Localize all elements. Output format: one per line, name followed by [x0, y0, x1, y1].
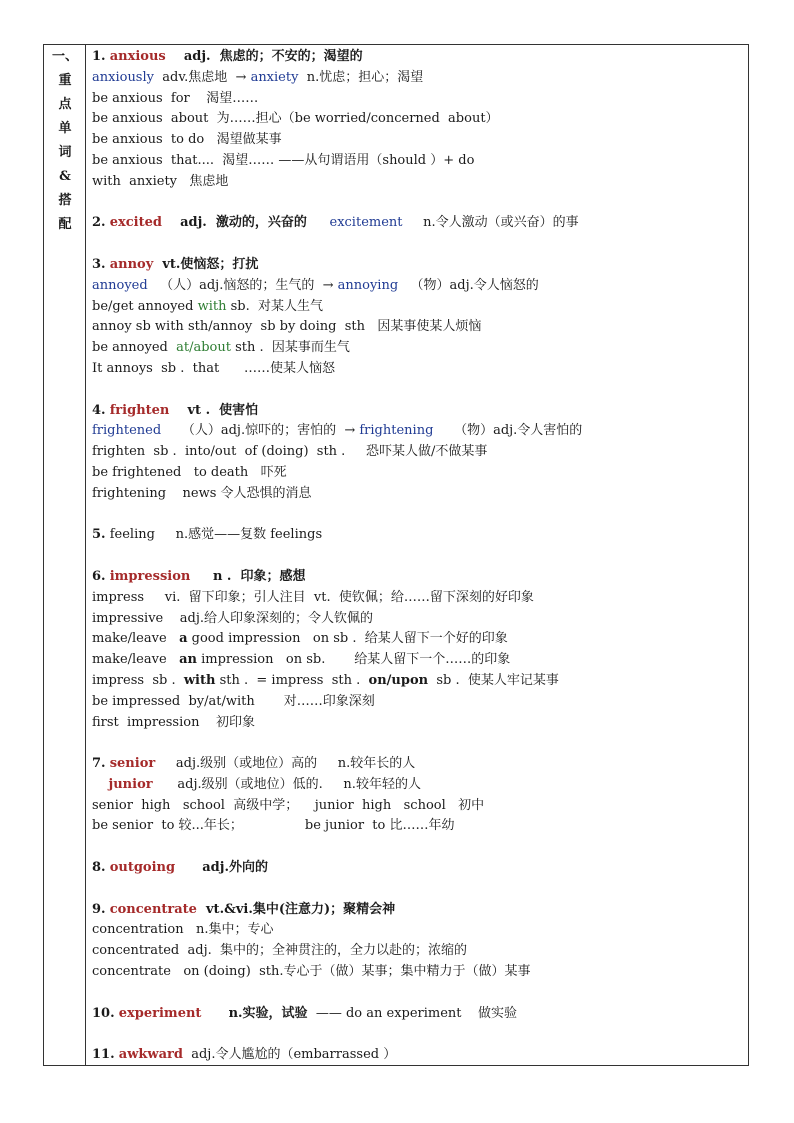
entry-header: 6. impression n . 印象；感想 [92, 568, 306, 584]
entry-line: senior high school 高级中学； junior high school 初中 [92, 797, 485, 813]
headword: excited [109, 215, 162, 231]
section-heading-char: 点 [58, 97, 72, 112]
headword: outgoing [109, 860, 176, 876]
entry-line: with anxiety 焦虑地 [92, 173, 229, 189]
headword: annoy [109, 256, 154, 272]
headword: junior [108, 776, 153, 792]
entry-line: first impression 初印象 [92, 714, 255, 730]
entry-header: 2. excited adj. 激动的，兴奋的 excitement n.令人激动（或兴奋）的事 [92, 215, 579, 231]
headword: frighten [109, 402, 170, 418]
headword: feeling [109, 527, 155, 543]
vocab-table [43, 44, 749, 1066]
entry-line: concentrate on (doing) sth.专心于（做）某事；集中精力于（做）某事 [92, 964, 531, 980]
entry-line: be anxious for 渴望…… [92, 90, 259, 106]
entry-header: 7. senior adj.级别（或地位）高的 n.较年长的人 [92, 756, 416, 772]
section-heading-char: 重 [58, 73, 72, 88]
entry-line: be frightened to death 吓死 [92, 464, 287, 480]
entry-line: concentration n.集中；专心 [92, 922, 274, 938]
entry-line: impress vi. 留下印象；引人注目 vt. 使钦佩；给……留下深刻的好印象 [92, 589, 534, 605]
section-heading-column [44, 45, 86, 1065]
section-heading-char: 一、 [51, 49, 78, 64]
entry-line: be anxious that.... 渴望…… ——从句谓语用（should ）+ do [92, 152, 475, 168]
headword: awkward [118, 1047, 183, 1063]
entry-header: 11. awkward adj.令人尴尬的（embarrassed ） [92, 1047, 397, 1063]
section-heading-char: 配 [58, 217, 72, 232]
entry-line: be annoyed at/about sth . 因某事而生气 [92, 340, 350, 356]
entry-line: frighten sb . into/out of (doing) sth . 恐吓某人做/不做某事 [92, 444, 488, 460]
entry-header: 1. anxious adj. 焦虑的；不安的；渴望的 [92, 49, 363, 64]
entry-line: be anxious to do 渴望做某事 [92, 132, 282, 148]
entry-line: be impressed by/at/with 对……印象深刻 [92, 693, 375, 709]
headword: anxious [109, 49, 166, 64]
entry-line: impressive adj.给人印象深刻的；令人钦佩的 [92, 610, 374, 626]
entry-line: make/leave a good impression on sb . 给某人留下一个好的印象 [92, 631, 508, 647]
entry-header: 9. concentrate vt.&vi.集中(注意力)；聚精会神 [92, 901, 396, 917]
entry-line: make/leave an impression on sb. 给某人留下一个……的印象 [92, 652, 511, 668]
headword: senior [109, 756, 156, 772]
entry-line: concentrated adj. 集中的；全神贯注的，全力以赴的；浓缩的 [92, 943, 468, 959]
entry-line: be/get annoyed with sb. 对某人生气 [92, 298, 324, 314]
section-heading-char: & [59, 169, 71, 184]
section-heading-char: 词 [58, 145, 72, 160]
headword: impression [109, 568, 191, 584]
entry-header: 5. feeling n.感觉——复数 feelings [92, 527, 323, 543]
entry-line: anxiously adv.焦虑地 → anxiety n.忧虑；担心；渴望 [92, 69, 424, 85]
entry-line: junior adj.级别（或地位）低的. n.较年轻的人 [108, 776, 421, 792]
entry-line: be anxious about 为……担心（be worried/concerned about） [92, 111, 499, 127]
entry-line: It annoys sb . that ……使某人恼怒 [92, 360, 335, 376]
entry-line: annoyed （人）adj.恼怒的；生气的 → annoying （物）adj.令人恼怒的 [92, 277, 539, 293]
section-heading-char: 单 [58, 121, 72, 136]
entry-header: 8. outgoing adj.外向的 [92, 860, 268, 876]
entry-line: frightened （人）adj.惊吓的；害怕的 → frightening （物）adj.令人害怕的 [92, 423, 583, 439]
vocab-content [92, 47, 742, 1066]
entry-line: annoy sb with sth/annoy sb by doing sth 因某事使某人烦恼 [92, 319, 482, 335]
entry-header: 3. annoy vt.使恼怒；打扰 [92, 256, 259, 272]
entry-line: impress sb . with sth . = impress sth . on/upon sb . 使某人牢记某事 [92, 672, 559, 688]
headword: experiment [118, 1005, 202, 1021]
entry-header: 4. frighten vt . 使害怕 [92, 402, 259, 418]
entry-line: be senior to 较...年长； be junior to 比……年幼 [92, 818, 455, 834]
headword: concentrate [109, 901, 197, 917]
section-heading-char: 搭 [58, 193, 72, 208]
entry-line: frightening news 令人恐惧的消息 [92, 485, 312, 501]
entry-header: 10. experiment n.实验，试验 —— do an experiment 做实验 [92, 1005, 518, 1021]
